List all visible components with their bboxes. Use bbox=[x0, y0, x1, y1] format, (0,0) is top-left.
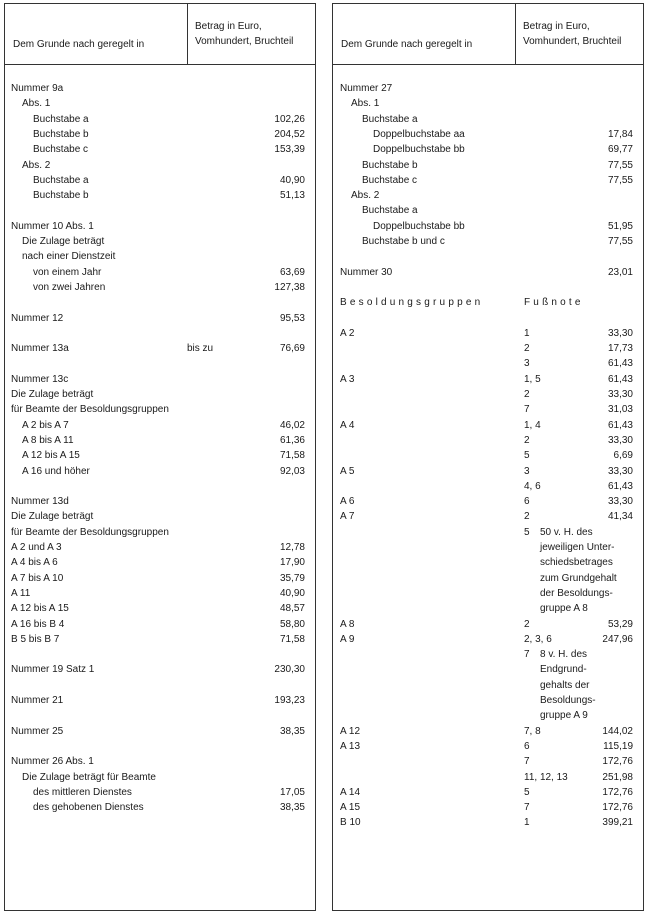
table-row bbox=[333, 510, 643, 524]
row-amount: 77,55 bbox=[607, 159, 633, 171]
row-amount: 95,53 bbox=[279, 312, 305, 324]
table-row bbox=[5, 97, 315, 111]
row-qualifier: 2 bbox=[524, 618, 530, 630]
row-amount: 31,03 bbox=[607, 404, 633, 416]
table-row bbox=[333, 266, 643, 280]
row-label: für Beamte der Besoldungsgruppen bbox=[11, 404, 169, 416]
table-row bbox=[333, 143, 643, 157]
row-amount: 33,30 bbox=[607, 434, 633, 446]
table-row bbox=[5, 526, 315, 540]
table-row bbox=[333, 633, 643, 647]
footnote-text: gruppe A 9 bbox=[540, 710, 588, 722]
row-label: Buchstabe a bbox=[33, 174, 89, 186]
row-qualifier: 1, 5 bbox=[524, 373, 541, 385]
row-label: A 7 bis A 10 bbox=[11, 572, 64, 584]
row-amount: 127,38 bbox=[274, 281, 305, 293]
table-row bbox=[5, 786, 315, 800]
table-row bbox=[5, 189, 315, 203]
row-qualifier: 5 bbox=[524, 786, 530, 798]
row-label: Abs. 1 bbox=[351, 98, 380, 110]
table-row bbox=[5, 220, 315, 234]
row-label: A 3 bbox=[340, 373, 355, 385]
row-qualifier: 2 bbox=[524, 434, 530, 446]
table-row bbox=[5, 602, 315, 616]
row-amount: 230,30 bbox=[274, 664, 305, 676]
table-row bbox=[333, 342, 643, 356]
table-row bbox=[333, 648, 643, 662]
row-label: des gehobenen Dienstes bbox=[33, 802, 144, 814]
row-amount: 399,21 bbox=[602, 817, 633, 829]
footnote-text: zum Grundgehalt bbox=[540, 572, 617, 584]
row-qualifier: 6 bbox=[524, 740, 530, 752]
table-row bbox=[5, 618, 315, 632]
row-amount: 38,35 bbox=[279, 802, 305, 814]
row-amount: 92,03 bbox=[279, 465, 305, 477]
row-qualifier: bis zu bbox=[187, 343, 214, 355]
row-qualifier: 2 bbox=[524, 389, 530, 400]
row-label: A 12 bis A 15 bbox=[22, 450, 80, 462]
row-label: Buchstabe b bbox=[33, 190, 89, 202]
row-label: Doppelbuchstabe bb bbox=[373, 144, 465, 156]
row-label: Nummer 26 Abs. 1 bbox=[11, 756, 94, 768]
row-amount: 115,19 bbox=[603, 740, 633, 752]
row-label: A 4 bis A 6 bbox=[11, 557, 58, 569]
table-row bbox=[333, 403, 643, 417]
table-row bbox=[5, 541, 315, 555]
row-qualifier: 3 bbox=[524, 358, 530, 370]
row-label: A 8 bis A 11 bbox=[22, 434, 74, 446]
right-table-panel bbox=[332, 3, 644, 911]
row-label: Nummer 25 bbox=[11, 725, 64, 737]
table-row bbox=[5, 663, 315, 677]
row-amount: 33,30 bbox=[607, 496, 633, 508]
row-amount: 17,05 bbox=[279, 786, 305, 798]
row-amount: 76,69 bbox=[279, 343, 305, 355]
row-label: nach einer Dienstzeit bbox=[22, 251, 116, 263]
row-qualifier: 1 bbox=[524, 817, 530, 829]
row-label: Buchstabe a bbox=[33, 113, 89, 125]
row-label: für Beamte der Besoldungsgruppen bbox=[11, 526, 169, 538]
row-label: Buchstabe b bbox=[33, 128, 89, 140]
row-amount: 77,55 bbox=[607, 174, 633, 186]
table-row bbox=[5, 572, 315, 586]
table-row bbox=[5, 235, 315, 249]
row-amount: 12,78 bbox=[279, 542, 305, 553]
table-row bbox=[5, 312, 315, 326]
table-row bbox=[333, 465, 643, 479]
table-row bbox=[5, 113, 315, 127]
header-divider bbox=[187, 4, 188, 64]
table-row bbox=[333, 786, 643, 800]
table-row bbox=[333, 541, 643, 555]
table-row bbox=[333, 82, 643, 96]
row-amount: 144,02 bbox=[602, 725, 633, 737]
row-label: von einem Jahr bbox=[33, 266, 102, 278]
row-label: Abs. 1 bbox=[22, 98, 51, 110]
table-row bbox=[333, 128, 643, 142]
row-qualifier: 7, 8 bbox=[524, 725, 541, 737]
row-amount: 204,52 bbox=[274, 128, 305, 140]
row-amount: 61,43 bbox=[607, 419, 633, 431]
row-label: Abs. 2 bbox=[22, 159, 51, 171]
row-qualifier: 1 bbox=[524, 327, 530, 339]
row-amount: 41,34 bbox=[607, 511, 633, 523]
header-column-basis: Dem Grunde nach geregelt in bbox=[341, 39, 473, 50]
row-amount: 48,57 bbox=[279, 603, 305, 615]
row-amount: 33,30 bbox=[607, 327, 633, 339]
table-row bbox=[5, 174, 315, 188]
row-label: A 8 bbox=[340, 618, 355, 630]
table-row bbox=[333, 572, 643, 586]
table-row bbox=[5, 342, 315, 356]
table-row bbox=[333, 495, 643, 509]
row-amount: 172,76 bbox=[602, 756, 633, 768]
row-label: Die Zulage beträgt für Beamte bbox=[22, 771, 156, 783]
row-amount: 193,23 bbox=[274, 695, 305, 706]
row-qualifier: 5 bbox=[524, 450, 530, 462]
table-row bbox=[5, 250, 315, 264]
row-label: A 12 bbox=[340, 725, 361, 737]
header-divider bbox=[515, 4, 516, 64]
row-label: Buchstabe a bbox=[362, 113, 418, 125]
table-row bbox=[5, 373, 315, 387]
row-label: A 6 bbox=[340, 496, 355, 508]
row-amount: 40,90 bbox=[279, 587, 305, 599]
row-label: A 14 bbox=[340, 786, 361, 798]
table-row bbox=[333, 587, 643, 601]
footnote-text: Endgrund- bbox=[540, 664, 587, 676]
row-qualifier: 11, 12, 13 bbox=[524, 771, 568, 783]
row-qualifier: 7 bbox=[524, 802, 530, 814]
row-label: A 4 bbox=[340, 419, 355, 431]
left-table-header bbox=[5, 4, 315, 65]
row-label: Die Zulage beträgt bbox=[11, 389, 94, 400]
table-row bbox=[5, 510, 315, 524]
row-label: A 13 bbox=[340, 740, 361, 752]
row-amount: 6,69 bbox=[613, 450, 633, 462]
row-label: Die Zulage beträgt bbox=[11, 511, 94, 523]
row-label: Besoldungsgruppen bbox=[340, 297, 484, 309]
table-row bbox=[5, 128, 315, 142]
row-qualifier: 2 bbox=[524, 343, 530, 355]
table-row bbox=[5, 694, 315, 708]
table-row bbox=[333, 755, 643, 769]
table-row bbox=[333, 434, 643, 448]
footnote-text: 8 v. H. des bbox=[540, 649, 588, 661]
table-row bbox=[333, 801, 643, 815]
row-label: A 15 bbox=[340, 802, 361, 814]
row-amount: 35,79 bbox=[279, 572, 305, 584]
row-qualifier: 1, 4 bbox=[524, 419, 541, 431]
row-label: Nummer 9a bbox=[11, 83, 64, 94]
row-label: A 16 bis B 4 bbox=[11, 618, 65, 630]
footnote-text: der Besoldungs- bbox=[540, 587, 613, 599]
row-label: Nummer 19 Satz 1 bbox=[11, 664, 95, 676]
table-row bbox=[5, 82, 315, 96]
row-label: A 2 bis A 7 bbox=[22, 419, 69, 431]
row-qualifier: 4, 6 bbox=[524, 480, 541, 492]
header-column-basis: Dem Grunde nach geregelt in bbox=[13, 39, 145, 50]
row-qualifier: 7 bbox=[524, 649, 530, 661]
row-amount: 33,30 bbox=[607, 389, 633, 400]
table-row bbox=[333, 296, 643, 310]
row-label: Buchstabe c bbox=[362, 174, 418, 186]
row-amount: 172,76 bbox=[602, 786, 633, 798]
table-row bbox=[333, 663, 643, 677]
row-label: B 10 bbox=[340, 817, 361, 829]
row-label: des mittleren Dienstes bbox=[33, 786, 132, 798]
row-label: Nummer 13c bbox=[11, 373, 69, 385]
footnote-text: 50 v. H. des bbox=[540, 526, 593, 538]
row-amount: 247,96 bbox=[602, 633, 633, 645]
row-amount: 251,98 bbox=[602, 771, 633, 783]
row-amount: 61,36 bbox=[279, 434, 305, 446]
table-row bbox=[5, 449, 315, 463]
row-amount: 33,30 bbox=[607, 465, 633, 477]
header-column-amount: Betrag in Euro, Vomhundert, Bruchteil bbox=[195, 21, 294, 47]
table-row bbox=[333, 449, 643, 463]
footnote-text: gruppe A 8 bbox=[540, 603, 588, 615]
row-amount: 153,39 bbox=[274, 144, 305, 156]
table-row bbox=[5, 633, 315, 647]
row-label: A 7 bbox=[340, 511, 355, 523]
row-label: Nummer 30 bbox=[340, 266, 393, 278]
row-amount: 71,58 bbox=[279, 633, 305, 645]
row-label: Buchstabe a bbox=[362, 205, 418, 217]
table-row bbox=[5, 159, 315, 173]
table-row bbox=[333, 357, 643, 371]
table-row bbox=[5, 388, 315, 402]
table-row bbox=[333, 220, 643, 234]
row-qualifier: 5 bbox=[524, 526, 530, 538]
row-label: Buchstabe b bbox=[362, 159, 418, 171]
row-label: Doppelbuchstabe aa bbox=[373, 128, 465, 140]
row-amount: 58,80 bbox=[279, 618, 305, 630]
row-label: A 16 und höher bbox=[22, 465, 90, 477]
table-row bbox=[333, 618, 643, 632]
table-row bbox=[5, 403, 315, 417]
row-amount: 51,95 bbox=[607, 220, 633, 232]
table-row bbox=[333, 556, 643, 570]
table-row bbox=[5, 755, 315, 769]
row-label: A 2 bbox=[340, 327, 355, 339]
table-row bbox=[5, 587, 315, 601]
row-qualifier: 2, 3, 6 bbox=[524, 633, 552, 645]
table-row bbox=[333, 174, 643, 188]
row-amount: 40,90 bbox=[279, 174, 305, 186]
row-amount: 71,58 bbox=[279, 450, 305, 462]
header-column-amount: Betrag in Euro, Vomhundert, Bruchteil bbox=[523, 21, 622, 47]
table-row bbox=[333, 419, 643, 433]
row-qualifier: 2 bbox=[524, 511, 530, 523]
row-amount: 77,55 bbox=[607, 236, 633, 247]
row-amount: 51,13 bbox=[279, 190, 305, 202]
row-label: Abs. 2 bbox=[351, 190, 380, 202]
row-amount: 53,29 bbox=[607, 618, 633, 630]
row-amount: 69,77 bbox=[607, 144, 633, 156]
row-label: A 5 bbox=[340, 465, 355, 477]
row-label: Doppelbuchstabe bb bbox=[373, 220, 465, 232]
row-label: Nummer 13a bbox=[11, 343, 69, 355]
table-row bbox=[333, 602, 643, 616]
left-table-panel bbox=[4, 3, 316, 911]
footnote-text: schiedsbetrages bbox=[540, 557, 613, 569]
row-label: Nummer 10 Abs. 1 bbox=[11, 220, 94, 232]
table-row bbox=[5, 143, 315, 157]
row-qualifier: 7 bbox=[524, 756, 530, 768]
row-amount: 17,73 bbox=[607, 343, 633, 355]
table-row bbox=[5, 771, 315, 785]
table-row bbox=[333, 771, 643, 785]
table-row bbox=[333, 235, 643, 249]
table-row bbox=[5, 266, 315, 280]
footnote-text: Besoldungs- bbox=[540, 695, 596, 706]
table-row bbox=[5, 725, 315, 739]
row-amount: 17,84 bbox=[607, 128, 633, 140]
row-amount: 17,90 bbox=[279, 557, 305, 569]
table-row bbox=[333, 327, 643, 341]
table-row bbox=[333, 694, 643, 708]
row-label: Nummer 27 bbox=[340, 83, 393, 94]
row-amount: 61,43 bbox=[607, 358, 633, 370]
table-row bbox=[333, 740, 643, 754]
row-label: Nummer 12 bbox=[11, 312, 64, 324]
table-row bbox=[5, 495, 315, 509]
row-amount: 63,69 bbox=[279, 266, 305, 278]
table-row bbox=[5, 419, 315, 433]
row-amount: 61,43 bbox=[607, 373, 633, 385]
row-amount: 172,76 bbox=[602, 802, 633, 814]
table-row bbox=[333, 679, 643, 693]
table-row bbox=[5, 465, 315, 479]
table-row bbox=[5, 434, 315, 448]
row-qualifier: 6 bbox=[524, 496, 530, 508]
row-amount: 61,43 bbox=[607, 480, 633, 492]
footnote-text: gehalts der bbox=[540, 679, 590, 691]
table-row bbox=[333, 725, 643, 739]
row-qualifier: 3 bbox=[524, 465, 530, 477]
table-row bbox=[333, 480, 643, 494]
table-row bbox=[5, 281, 315, 295]
row-label: A 12 bis A 15 bbox=[11, 603, 69, 615]
table-row bbox=[333, 97, 643, 111]
row-label: von zwei Jahren bbox=[33, 281, 106, 293]
table-row bbox=[333, 373, 643, 387]
row-amount: 46,02 bbox=[279, 419, 305, 431]
row-label: Buchstabe b und c bbox=[362, 236, 445, 247]
table-row bbox=[333, 189, 643, 203]
table-row bbox=[333, 159, 643, 173]
table-row bbox=[333, 388, 643, 402]
row-label: A 2 und A 3 bbox=[11, 542, 62, 553]
row-label: Nummer 21 bbox=[11, 695, 64, 706]
table-row bbox=[333, 526, 643, 540]
table-row bbox=[333, 204, 643, 218]
row-label: Die Zulage beträgt bbox=[22, 236, 105, 247]
table-row bbox=[333, 709, 643, 723]
row-amount: 102,26 bbox=[274, 113, 305, 125]
footnote-text: jeweiligen Unter- bbox=[540, 542, 615, 553]
table-row bbox=[5, 556, 315, 570]
row-label: B 5 bis B 7 bbox=[11, 633, 60, 645]
row-qualifier: 7 bbox=[524, 404, 530, 416]
row-label: A 9 bbox=[340, 633, 355, 645]
table-row bbox=[333, 816, 643, 830]
row-qualifier: Fußnote bbox=[524, 297, 584, 309]
row-label: A 11 bbox=[11, 587, 31, 599]
row-amount: 23,01 bbox=[607, 266, 633, 278]
row-label: Nummer 13d bbox=[11, 496, 69, 508]
row-label: Buchstabe c bbox=[33, 144, 89, 156]
right-table-header bbox=[333, 4, 643, 65]
table-row bbox=[5, 801, 315, 815]
table-row bbox=[333, 113, 643, 127]
row-amount: 38,35 bbox=[279, 725, 305, 737]
